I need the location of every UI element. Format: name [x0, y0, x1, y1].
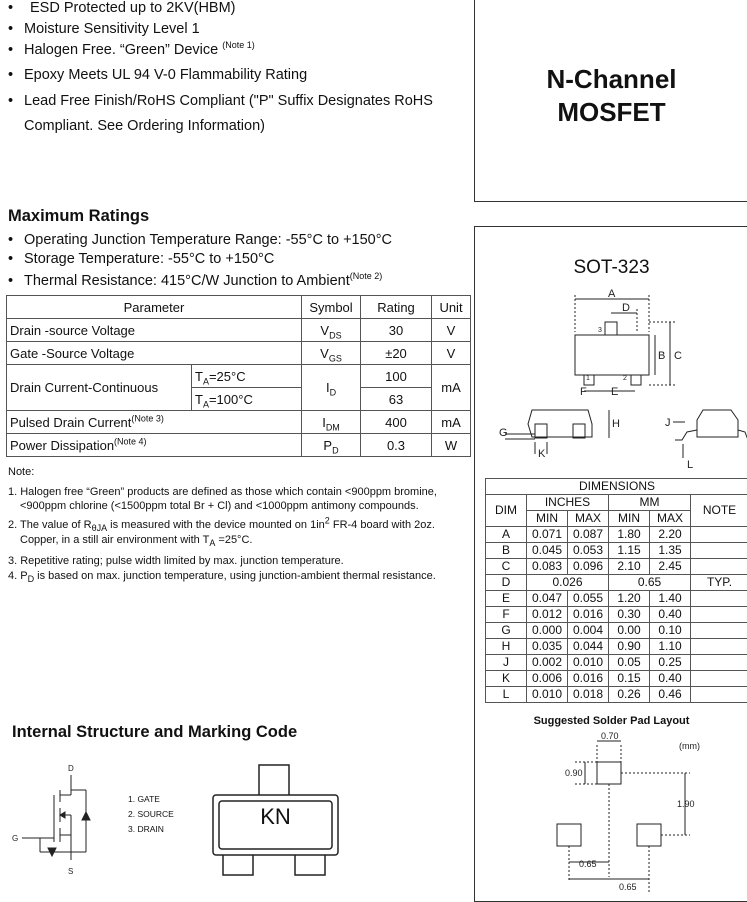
- dim-cell: [691, 687, 747, 703]
- dim-cell: 1.40: [650, 591, 691, 607]
- dim-row: [486, 655, 747, 671]
- dim-cell: 0.087: [568, 527, 609, 543]
- table-row: [7, 319, 471, 342]
- notes-block: [0, 465, 470, 585]
- dim-row: [486, 687, 747, 703]
- dim-row: [486, 591, 747, 607]
- feature-item: • Lead Free Finish/RoHS Compliant ("P" Suffix Designates RoHS: [0, 89, 440, 114]
- note-3: 3. Repetitive rating; pulse width limited by max. junction temperature.: [8, 554, 344, 569]
- dim-cell: 0.002: [527, 655, 568, 671]
- pin-label-3: 3: [598, 327, 602, 334]
- ratings-bullets: [0, 228, 440, 294]
- pin-d-label: D: [68, 764, 74, 773]
- dim-cell: F: [486, 607, 527, 623]
- pin-list: [128, 792, 208, 842]
- body-diode-icon: [82, 812, 90, 820]
- solder-dim-065b: 0.65: [619, 882, 637, 892]
- channel-arrow-icon: [60, 812, 65, 818]
- package-outline-drawing: [475, 282, 747, 472]
- ratings-table: [6, 295, 471, 457]
- header-rating: Rating: [361, 296, 432, 319]
- unit-vds: V: [432, 319, 471, 342]
- dim-header: DIM: [486, 495, 527, 527]
- dim-cell: 0.053: [568, 543, 609, 559]
- solder-dim-190: 1.90: [677, 799, 695, 809]
- unit-idm: mA: [432, 411, 471, 434]
- dim-cell: 1.15: [609, 543, 650, 559]
- dim-row: [486, 671, 747, 687]
- dim-cell: 0.012: [527, 607, 568, 623]
- cond-id-25: $T_A=25^\circ C$: [192, 365, 302, 388]
- title-box: [474, 0, 747, 202]
- solder-unit: (mm): [679, 741, 700, 751]
- ratings-bullet: • Thermal Resistance: 415°C/W Junction to Ambient$^{(Note 2)}$: [0, 269, 440, 291]
- dim-cell: B: [486, 543, 527, 559]
- pin-item-gate: 1. GATE: [128, 792, 208, 807]
- dim-label-h: H: [612, 418, 620, 430]
- rating-idm: 400: [361, 411, 432, 434]
- pin-s-label: S: [68, 867, 73, 876]
- solder-pad-top: [597, 762, 621, 784]
- feature-item: Compliant. See Ordering Information): [0, 114, 440, 139]
- note-1a: 1. Halogen free “Green” products are defined as those which contain <900ppm bromine,: [8, 485, 437, 500]
- dim-cell: 0.071: [527, 527, 568, 543]
- dim-cell: 0.40: [650, 671, 691, 687]
- mm-min-header: MIN: [609, 511, 650, 527]
- param-vgs: Gate -Source Voltage: [7, 342, 302, 365]
- table-row: [7, 342, 471, 365]
- dim-label-b: B: [658, 350, 665, 362]
- dim-cell: K: [486, 671, 527, 687]
- symbol-vgs: $V_{GS}$: [302, 342, 361, 365]
- dim-cell: 0.016: [568, 607, 609, 623]
- pin-g-label: G: [12, 834, 18, 843]
- dim-cell: 0.30: [609, 607, 650, 623]
- package-body-top-view: [575, 335, 649, 375]
- mosfet-schematic: [0, 760, 110, 880]
- rating-pd: 0.3: [361, 434, 432, 457]
- dim-cell: [691, 543, 747, 559]
- param-pd: Power Dissipation$^{(Note 4)}$: [7, 434, 302, 457]
- package-name: SOT-323: [475, 257, 747, 279]
- symbol-pd: $P_D$: [302, 434, 361, 457]
- dim-cell: 0.044: [568, 639, 609, 655]
- solder-title: Suggested Solder Pad Layout: [475, 715, 747, 727]
- dim-header-row: [486, 495, 747, 511]
- table-row: [7, 434, 471, 457]
- title-line-1: N-Channel: [475, 64, 747, 95]
- dim-cell: D: [486, 575, 527, 591]
- dim-cell: 0.46: [650, 687, 691, 703]
- dim-cell: 1.35: [650, 543, 691, 559]
- symbol-vds: $V_{DS}$: [302, 319, 361, 342]
- note-4: 4. $P_D$ is based on max. junction temperature, using junction-ambient thermal resistance.: [8, 569, 436, 584]
- feature-item: • Epoxy Meets UL 94 V-0 Flammability Rating: [0, 63, 440, 88]
- dim-label-d: D: [622, 302, 630, 314]
- dim-cell: 0.00: [609, 623, 650, 639]
- pin-item-source: 2. SOURCE: [128, 807, 208, 822]
- rating-vds: 30: [361, 319, 432, 342]
- pin-label-2: 2: [623, 375, 627, 382]
- dim-cell: 0.083: [527, 559, 568, 575]
- dim-cell: 1.80: [609, 527, 650, 543]
- dim-label-a: A: [608, 288, 616, 300]
- table-header-row: [7, 296, 471, 319]
- header-parameter: Parameter: [7, 296, 302, 319]
- dim-cell: 2.10: [609, 559, 650, 575]
- dim-cell: [691, 655, 747, 671]
- internal-heading: Internal Structure and Marking Code: [12, 723, 297, 742]
- mm-header: MM: [609, 495, 691, 511]
- dim-cell: 1.20: [609, 591, 650, 607]
- note-1b: <900ppm chlorine (<1500ppm total Br + Cl) and <1000ppm antimony compounds.: [20, 499, 419, 514]
- inch-max-header: MAX: [568, 511, 609, 527]
- dim-cell: 0.045: [527, 543, 568, 559]
- dim-row: [486, 607, 747, 623]
- dim-cell: 0.035: [527, 639, 568, 655]
- dim-cell: 0.90: [609, 639, 650, 655]
- dim-cell: 0.010: [527, 687, 568, 703]
- dim-cell: G: [486, 623, 527, 639]
- dim-cell: 2.45: [650, 559, 691, 575]
- mm-max-header: MAX: [650, 511, 691, 527]
- dim-label-c: C: [674, 350, 682, 362]
- dim-cell: 0.15: [609, 671, 650, 687]
- dim-row: [486, 559, 747, 575]
- feature-item: • ESD Protected up to 2KV(HBM): [0, 0, 440, 21]
- header-symbol: Symbol: [302, 296, 361, 319]
- max-ratings-heading: Maximum Ratings: [8, 207, 149, 226]
- dim-cell: 0.10: [650, 623, 691, 639]
- dim-cell: C: [486, 559, 527, 575]
- dim-cell: 1.10: [650, 639, 691, 655]
- dim-cell: 2.20: [650, 527, 691, 543]
- dim-cell: J: [486, 655, 527, 671]
- param-vds: Drain -source Voltage: [7, 319, 302, 342]
- pin2-pad: [631, 375, 641, 385]
- unit-id: mA: [432, 365, 471, 411]
- ratings-bullet: • Storage Temperature: -55°C to +150°C: [0, 247, 440, 269]
- pin-item-drain: 3. DRAIN: [128, 822, 208, 837]
- dim-cell: 0.000: [527, 623, 568, 639]
- ratings-bullet: • Operating Junction Temperature Range: -55°C to +150°C: [0, 228, 440, 250]
- dim-cell: [691, 591, 747, 607]
- dim-cell: 0.25: [650, 655, 691, 671]
- dim-cell: 0.016: [568, 671, 609, 687]
- solder-dim-065a: 0.65: [579, 859, 597, 869]
- note-2a: 2. The value of $R_{\theta JA}$ is measured with the device mounted on $1in^2$ FR-4 board with 2oz.: [8, 518, 435, 533]
- dim-cell: E: [486, 591, 527, 607]
- solder-pad-right: [637, 824, 661, 846]
- dim-label-k: K: [538, 448, 546, 460]
- rating-id-25: 100: [361, 365, 432, 388]
- dim-cell: 0.055: [568, 591, 609, 607]
- unit-vgs: V: [432, 342, 471, 365]
- pin-label-1: 1: [586, 375, 590, 382]
- note-2b: Copper, in a still air environment with $T_A =25^\circ C$.: [20, 533, 252, 548]
- param-id: Drain Current-Continuous: [7, 365, 192, 411]
- table-row: [7, 411, 471, 434]
- title-line-2: MOSFET: [475, 97, 747, 128]
- dim-row: [486, 639, 747, 655]
- note-header: NOTE: [691, 495, 747, 527]
- unit-pd: W: [432, 434, 471, 457]
- dim-cell: [691, 671, 747, 687]
- dim-cell: L: [486, 687, 527, 703]
- pin3-pad: [605, 322, 617, 335]
- solder-dim-070: 0.70: [601, 731, 619, 741]
- dim-cell: 0.004: [568, 623, 609, 639]
- notes-label: Note:: [8, 465, 34, 480]
- dim-label-f: F: [580, 386, 587, 398]
- feature-item: • Moisture Sensitivity Level 1: [0, 17, 440, 42]
- marking-code: KN: [213, 804, 338, 830]
- dim-row: [486, 623, 747, 639]
- param-idm: Pulsed Drain Current$^{(Note 3)}$: [7, 411, 302, 434]
- dim-label-j: J: [665, 417, 671, 429]
- dim-cell: H: [486, 639, 527, 655]
- dim-cell: [691, 559, 747, 575]
- feature-item: • Halogen Free. “Green” Device $^{(Note 1)}$: [0, 38, 440, 63]
- dim-cell: [691, 527, 747, 543]
- rating-vgs: ±20: [361, 342, 432, 365]
- dim-cell: TYP.: [691, 575, 747, 591]
- dimensions-table: [485, 478, 747, 703]
- solder-pad-left: [557, 824, 581, 846]
- symbol-idm: $I_{DM}$: [302, 411, 361, 434]
- rating-id-100: 63: [361, 388, 432, 411]
- dim-cell: 0.010: [568, 655, 609, 671]
- dim-cell: 0.018: [568, 687, 609, 703]
- inch-min-header: MIN: [527, 511, 568, 527]
- solder-dim-090: 0.90: [565, 768, 583, 778]
- dim-cell: 0.047: [527, 591, 568, 607]
- dim-row: [486, 543, 747, 559]
- cond-id-100: $T_A=100^\circ C$: [192, 388, 302, 411]
- dim-cell: 0.26: [609, 687, 650, 703]
- dim-row: [486, 527, 747, 543]
- dim-row: [486, 575, 747, 591]
- dim-cell: [691, 607, 747, 623]
- dim-label-e: E: [611, 386, 618, 398]
- dim-title-row: [486, 479, 747, 495]
- dim-label-l: L: [687, 459, 693, 471]
- symbol-id: $I_D$: [302, 365, 361, 411]
- dimensions-title: DIMENSIONS: [486, 479, 747, 495]
- table-row: [7, 365, 471, 388]
- package-panel: [474, 226, 747, 902]
- dim-cell: 0.096: [568, 559, 609, 575]
- dim-cell: [691, 623, 747, 639]
- inches-header: INCHES: [527, 495, 609, 511]
- solder-pad-drawing: [475, 727, 747, 897]
- dim-cell: 0.026: [527, 575, 609, 591]
- feature-list: [0, 0, 440, 146]
- dim-label-g: G: [499, 427, 508, 439]
- dim-cell: [691, 639, 747, 655]
- dim-cell: 0.65: [609, 575, 691, 591]
- package-end-view: [697, 410, 738, 437]
- dim-cell: A: [486, 527, 527, 543]
- header-unit: Unit: [432, 296, 471, 319]
- dim-cell: 0.006: [527, 671, 568, 687]
- dim-cell: 0.40: [650, 607, 691, 623]
- dim-cell: 0.05: [609, 655, 650, 671]
